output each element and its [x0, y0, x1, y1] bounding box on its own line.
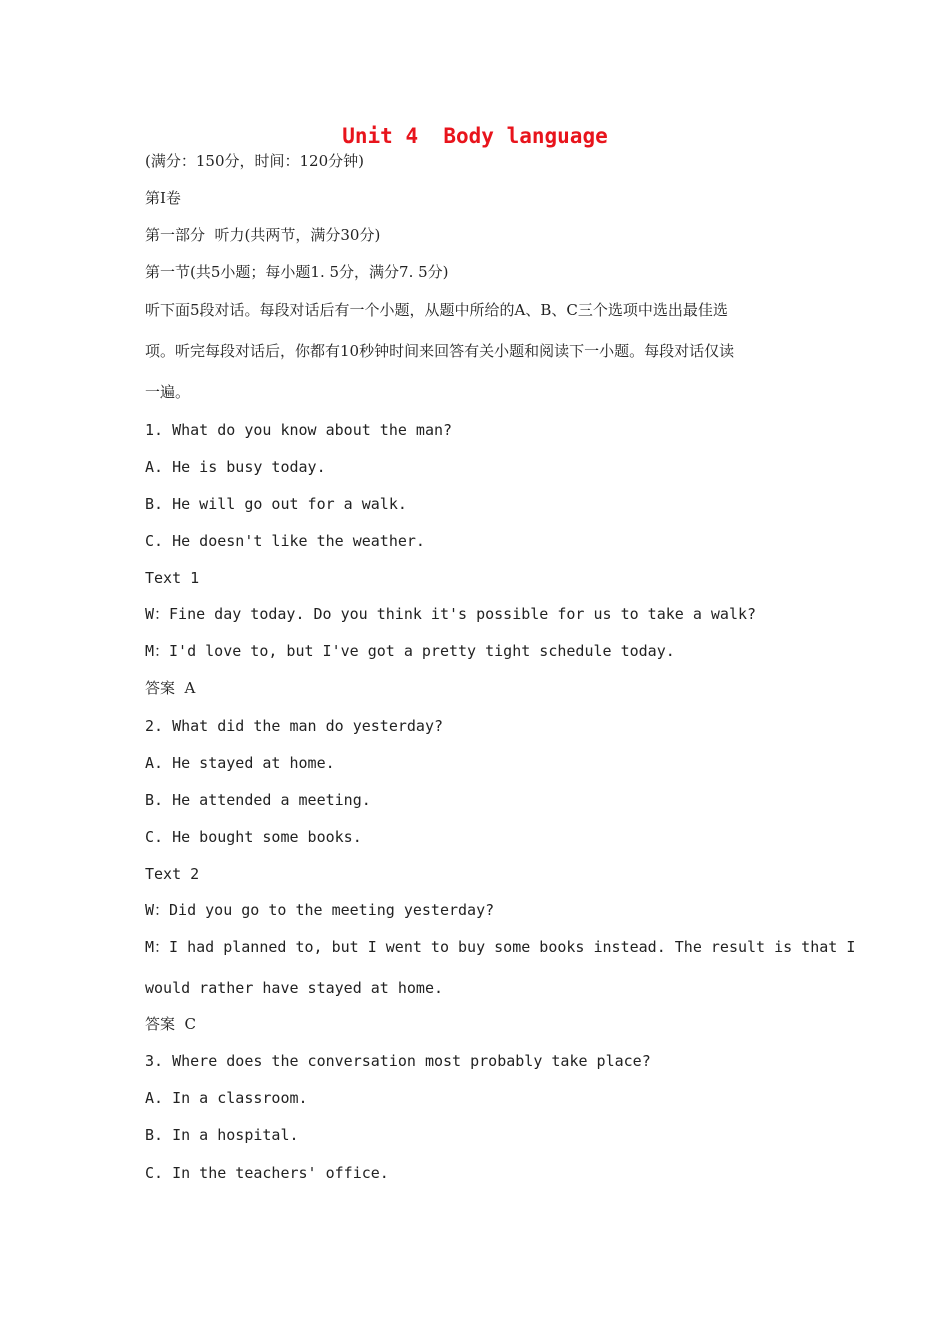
- text-2-label: Text 2: [145, 865, 200, 883]
- question-1-option-c: C. He doesn't like the weather.: [145, 532, 425, 550]
- question-3-option-c: C. In the teachers' office.: [145, 1164, 389, 1182]
- instructions-line-2: 项。听完每段对话后，你都有10秒钟时间来回答有关小题和阅读下一小题。每段对话仅读: [145, 342, 735, 360]
- part-heading: 第一部分 听力(共两节，满分30分): [145, 226, 381, 244]
- question-2-option-a: A. He stayed at home.: [145, 754, 335, 772]
- text-2-woman: W：Did you go to the meeting yesterday?: [145, 901, 495, 919]
- question-1: 1. What do you know about the man?: [145, 421, 453, 439]
- question-3-option-b: B. In a hospital.: [145, 1126, 299, 1144]
- question-1-option-a: A. He is busy today.: [145, 458, 326, 476]
- text-1-woman: W：Fine day today. Do you think it's possible for us to take a walk?: [145, 605, 757, 623]
- text-2-man-line-2: would rather have stayed at home.: [145, 979, 444, 997]
- score-time-note: (满分：150分，时间：120分钟): [145, 152, 364, 170]
- text-1-man: M：I'd love to, but I've got a pretty tight schedule today.: [145, 642, 675, 660]
- instructions-line-1: 听下面5段对话。每段对话后有一个小题，从题中所给的A、B、C三个选项中选出最佳选: [145, 301, 728, 319]
- question-3: 3. Where does the conversation most probably take place?: [145, 1052, 651, 1070]
- answer-2: 答案 C: [145, 1015, 197, 1033]
- question-1-option-b: B. He will go out for a walk.: [145, 495, 407, 513]
- text-2-man-line-1: M：I had planned to, but I went to buy some books instead. The result is that I: [145, 938, 856, 956]
- question-2-option-c: C. He bought some books.: [145, 828, 362, 846]
- volume-heading: 第Ⅰ卷: [145, 189, 181, 207]
- question-2-option-b: B. He attended a meeting.: [145, 791, 371, 809]
- text-1-label: Text 1: [145, 569, 200, 587]
- instructions-line-3: 一遍。: [145, 383, 191, 401]
- question-3-option-a: A. In a classroom.: [145, 1089, 308, 1107]
- section-heading: 第一节(共5小题；每小题1. 5分，满分7. 5分): [145, 263, 449, 281]
- answer-1: 答案 A: [145, 679, 196, 697]
- document-title: Unit 4 Body language: [342, 124, 608, 148]
- question-2: 2. What did the man do yesterday?: [145, 717, 444, 735]
